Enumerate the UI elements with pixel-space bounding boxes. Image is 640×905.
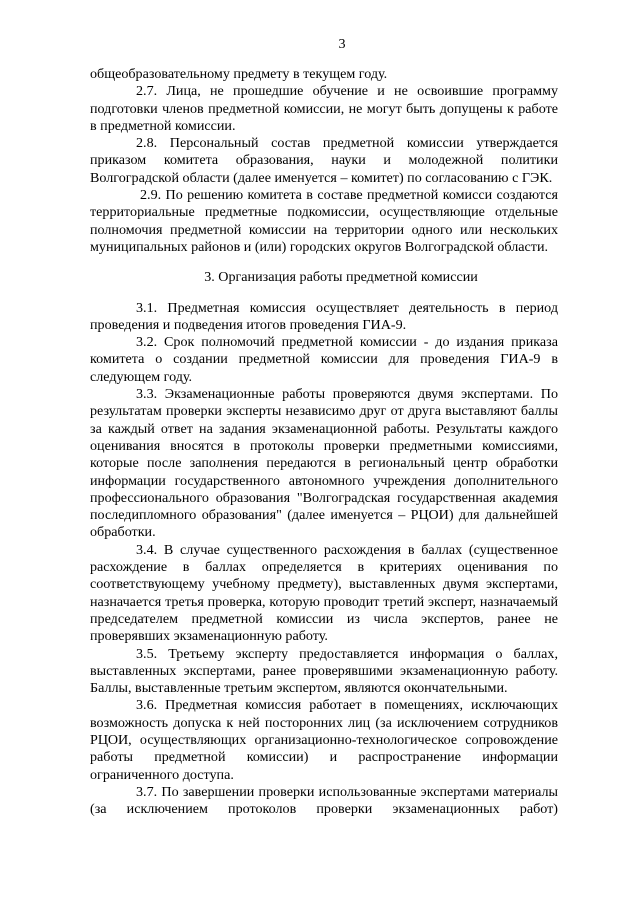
paragraph-3-5: 3.5. Третьему эксперту предоставляется информация о баллах, выставленных экспертами, ранее проверявшими экзаменационную работу. Баллы, выставленные третьим экспертом, являются окончательными. (90, 645, 558, 697)
paragraph-3-6: 3.6. Предметная комиссия работает в помещениях, исключающих возможность допуска к ней посторонних лиц (за исключением сотрудников РЦОИ, осуществляющих организационно-технологическое сопровождение работы предметной комиссии) и распространение информации ограниченного доступа. (90, 697, 558, 783)
document-body (90, 66, 558, 818)
paragraph-3-1: 3.1. Предметная комиссия осуществляет деятельность в период проведения и подведения итогов проведения ГИА-9. (90, 299, 558, 333)
paragraph-3-4: 3.4. В случае существенного расхождения в баллах (существенное расхождение в баллах определяется в критериях оценивания по соответствующему учебному предмету), выставленных двумя экспертами, назначается третья проверка, которую проводит третий эксперт, назначаемый председателем предметной комиссии из числа экспертов, ранее не проверявших экзаменационную работу. (90, 541, 558, 645)
paragraph-3-3: 3.3. Экзаменационные работы проверяются двумя экспертами. По результатам проверки эксперты независимо друг от друга выставляют баллы за каждый ответ на задания экзаменационной работы. Результаты каждого оценивания вносятся в протоколы проверки предметными комиссиями, которые после заполнения передаются в региональный центр обработки информации государственного автономного учреждения дополнительного профессионального образования "Волгоградская государственная академия последипломного образования" (далее именуется – РЦОИ) для дальнейшей обработки. (90, 386, 558, 541)
paragraph-2-6-tail: общеобразовательному предмету в текущем году. (90, 66, 388, 82)
section-heading: 3. Организация работы предметной комиссии (204, 269, 478, 286)
paragraph-2-7: 2.7. Лица, не прошедшие обучение и не освоившие программу подготовки членов предметной комиссии, не могут быть допущены к работе в предметной комиссии. (90, 83, 558, 134)
page-number: 3 (338, 36, 346, 52)
paragraph-3-7: 3.7. По завершении проверки использованные экспертами материалы (за исключением протоколов проверки экзаменационных работ) (90, 783, 558, 818)
paragraph-3-2: 3.2. Срок полномочий предметной комиссии - до издания приказа комитета о создании предметной комиссии для проведения ГИА-9 в следующем году. (90, 334, 558, 385)
paragraph-2-9: 2.9. По решению комитета в составе предметной комисси создаются территориальные предметные подкомиссии, осуществляющие отдельные полномочия предметной комиссии на территории одного или нескольких муниципальных районов и (или) городских округов Волгоградской области. (90, 187, 558, 255)
paragraph-2-8: 2.8. Персональный состав предметной комиссии утверждается приказом комитета образования, науки и молодежной политики Волгоградской области (далее именуется – комитет) по согласованию с ГЭК. (90, 135, 558, 186)
document-page (90, 0, 558, 905)
